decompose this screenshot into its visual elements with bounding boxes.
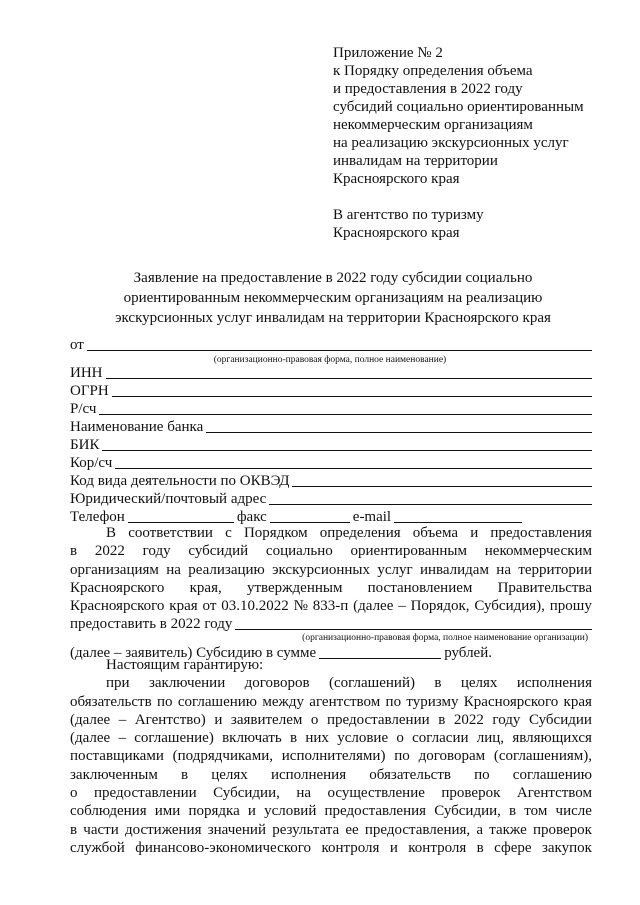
word: реализацию [188, 561, 265, 578]
document-title [70, 268, 596, 328]
word: предоставлении [326, 711, 430, 728]
word: году [142, 543, 171, 560]
word: Субсидии [528, 711, 592, 728]
from-row [70, 336, 592, 354]
from-hint: (организационно-правовая форма, полное наименование) [213, 355, 447, 365]
word: – [398, 598, 406, 615]
word: а [476, 821, 484, 838]
currency-label: рублей. [444, 645, 492, 662]
guarantee-section [70, 656, 592, 857]
word: порядка [188, 803, 240, 820]
word: (далее [70, 730, 111, 747]
word: (далее [70, 711, 111, 728]
word: заключенным [70, 766, 158, 783]
word: предоставлении [94, 785, 197, 802]
bik-field[interactable] [102, 437, 592, 451]
word: территории [518, 561, 592, 578]
word: в [290, 730, 298, 747]
word: ориентированным [350, 543, 467, 560]
word: обязательств [369, 766, 451, 783]
word: – [118, 730, 126, 747]
word: числе [555, 803, 592, 820]
word: объема [412, 525, 459, 541]
paragraph-line [70, 542, 592, 560]
paragraph-line [70, 729, 592, 747]
word: в [434, 675, 442, 692]
paragraph-line [70, 711, 592, 729]
paragraph-line [70, 747, 592, 765]
paragraph-line [70, 674, 592, 692]
word: Субсидия), [474, 598, 545, 615]
word: края, [189, 579, 222, 596]
word: определения [319, 525, 401, 541]
word: целях [211, 766, 248, 783]
word: них [305, 730, 329, 747]
word: 03.10.2022 [221, 598, 289, 615]
word: Субсидии, [213, 785, 280, 802]
word: соблюдения [70, 803, 147, 820]
word: в [476, 839, 484, 856]
paragraph-line [70, 579, 592, 597]
word: (соглашений) [329, 675, 415, 692]
word: исполнения [516, 675, 592, 692]
bank-field[interactable] [206, 419, 592, 433]
word: инвалидам [419, 561, 489, 578]
annex-line: некоммерческим организациям [333, 117, 533, 133]
word: Красноярского [70, 598, 165, 615]
word: от [202, 598, 217, 615]
word: Порядком [243, 525, 308, 541]
word: Правительства [497, 579, 592, 596]
request-line [70, 615, 592, 633]
word: социально [265, 543, 333, 560]
word: туризму [406, 693, 459, 710]
annex-header [333, 44, 623, 188]
word: также [489, 821, 527, 838]
annex-line: Красноярского края [333, 171, 460, 187]
word: согласии [412, 730, 469, 747]
word: закупок [541, 839, 592, 856]
corr-account-label: Кор/сч [70, 455, 113, 471]
paragraph-line [70, 766, 592, 784]
word: о [310, 711, 319, 728]
fax-field[interactable] [270, 509, 350, 523]
word: Агентство) [134, 711, 206, 728]
okved-label: Код вида деятельности по ОКВЭД [70, 473, 290, 489]
word: являющихся [512, 730, 592, 747]
word: В [106, 525, 117, 541]
word: соглашению [512, 766, 592, 783]
word: части [83, 821, 119, 838]
word: Красноярского [463, 693, 559, 710]
word: Порядок, [410, 598, 470, 615]
word: лиц, [476, 730, 505, 747]
word: Агентством [516, 785, 592, 802]
word: утвержденным [246, 579, 343, 596]
annex-line: Приложение № 2 [333, 45, 443, 61]
word: проверок [441, 785, 501, 802]
word: прошу [549, 598, 592, 615]
word: значений [207, 821, 266, 838]
word: и [247, 803, 256, 820]
word: соглашению [177, 693, 258, 710]
word: и [470, 525, 479, 541]
word: включать [222, 730, 282, 747]
word: осуществление [327, 785, 425, 802]
annex-line: на реализацию экскурсионных услуг [333, 135, 569, 151]
word: края [563, 693, 592, 710]
account-field[interactable] [99, 401, 592, 415]
word: финансово-экономического [135, 839, 312, 856]
from-field[interactable] [87, 337, 592, 351]
word: по [385, 693, 402, 710]
word: на [296, 785, 312, 802]
word: том [524, 803, 548, 820]
annex-line: субсидий социально ориентированным [333, 99, 584, 115]
word: и [389, 839, 398, 856]
word: № [293, 598, 308, 615]
email-label: e-mail [352, 509, 392, 525]
word: соглашение) [134, 730, 214, 747]
phone-field[interactable] [128, 509, 234, 523]
word: в [70, 821, 78, 838]
word: края [169, 598, 198, 615]
from-label: от [70, 337, 84, 353]
word: субсидий [188, 543, 249, 560]
word: в [180, 766, 189, 783]
account-label: Р/сч [70, 401, 97, 417]
paragraph-line [70, 693, 592, 711]
addressee-line: Красноярского края [333, 225, 460, 241]
title-line: экскурсионных услуг инвалидам на территории Красноярского края [115, 310, 551, 326]
word: заключении [148, 675, 226, 692]
word: ими [154, 803, 181, 820]
word: году [492, 711, 521, 728]
word: Красноярского [70, 579, 165, 596]
address-label: Юридический/почтовый адрес [70, 491, 267, 507]
word: некоммерческим [484, 543, 592, 560]
word: ее [345, 821, 359, 838]
requisites-block [70, 364, 592, 526]
word: предоставления [324, 803, 427, 820]
organization-field[interactable] [235, 616, 592, 630]
word: при [106, 675, 130, 692]
phone-label: Телефон [70, 509, 125, 525]
word: 833-п [312, 598, 349, 615]
addressee-line: В агентство по туризму [333, 207, 484, 223]
ogrn-field[interactable] [112, 383, 592, 397]
word: контроля [321, 839, 380, 856]
word: договорам [418, 748, 486, 765]
word: экскурсионных [272, 561, 370, 578]
word: о [70, 785, 78, 802]
title-line: ориентированным некоммерческим организациям на реализацию [123, 290, 543, 306]
word: по [474, 766, 490, 783]
annex-line: к Порядку определения объема [333, 63, 533, 79]
word: в [509, 803, 517, 820]
word: поставщиками [70, 748, 164, 765]
word: сфере [494, 839, 532, 856]
corr-account-field[interactable] [115, 455, 592, 469]
word: заявителем [230, 711, 303, 728]
paragraph-line [70, 561, 592, 579]
word: о [396, 730, 404, 747]
organization-hint: (организационно-правовая форма, полное наименование организации) [302, 633, 588, 644]
request-paragraph [70, 524, 592, 662]
annex-line: и предоставления в 2022 году [333, 81, 523, 97]
paragraph-line [70, 802, 592, 820]
word: предоставления, [364, 821, 471, 838]
paragraph-line [70, 839, 592, 857]
word: – [118, 711, 127, 728]
okved-field[interactable] [292, 473, 592, 487]
applicant-prefix: (далее – заявитель) Субсидию в сумме [70, 645, 317, 662]
bik-label: БИК [70, 437, 100, 453]
inn-field[interactable] [106, 365, 593, 379]
word: договоров [244, 675, 310, 692]
word: агентством [309, 693, 381, 710]
ogrn-label: ОГРН [70, 383, 109, 399]
email-field[interactable] [394, 509, 522, 523]
word: и [214, 711, 223, 728]
word: условий [264, 803, 317, 820]
paragraph-line [70, 784, 592, 802]
paragraph-line [70, 821, 592, 839]
paragraph-line [70, 524, 592, 542]
fax-label: факс [236, 509, 267, 525]
word: целях [460, 675, 498, 692]
word: на [166, 561, 181, 578]
word: в [438, 711, 446, 728]
word: службой [70, 839, 125, 856]
addressee-block [333, 206, 623, 242]
word: на [496, 561, 511, 578]
paragraph-line [70, 597, 592, 615]
word: исполнителями) [281, 748, 386, 765]
word: достижения [124, 821, 202, 838]
word: результата [272, 821, 340, 838]
word: с [225, 525, 232, 541]
word: условие [337, 730, 389, 747]
word: (подрядчиками, [172, 748, 273, 765]
word: между [262, 693, 304, 710]
word: соответствии [128, 525, 213, 541]
guarantee-heading: Настоящим гарантирую: [106, 657, 264, 673]
word: постановлением [367, 579, 473, 596]
word: 2022 [94, 543, 125, 560]
annex-line: инвалидам на территории [333, 153, 498, 169]
word: 2022 [453, 711, 484, 728]
word: контроля [408, 839, 467, 856]
word: по [157, 693, 173, 710]
request-prefix: предоставить в 2022 году [70, 616, 233, 633]
word: обязательств [70, 693, 152, 710]
word: Субсидии, [434, 803, 501, 820]
word: (далее [353, 598, 394, 615]
word: исполнения [270, 766, 347, 783]
word: организациям [70, 561, 159, 578]
bank-label: Наименование банка [70, 419, 204, 435]
address-field[interactable] [269, 491, 592, 505]
title-line: Заявление на предоставление в 2022 году субсидии социально [133, 270, 533, 286]
word: проверок [532, 821, 592, 838]
word: услуг [377, 561, 413, 578]
word: по [394, 748, 410, 765]
inn-label: ИНН [70, 365, 103, 381]
word: предоставления [490, 525, 592, 541]
word: (соглашениям), [493, 748, 592, 765]
word: в [70, 543, 78, 560]
